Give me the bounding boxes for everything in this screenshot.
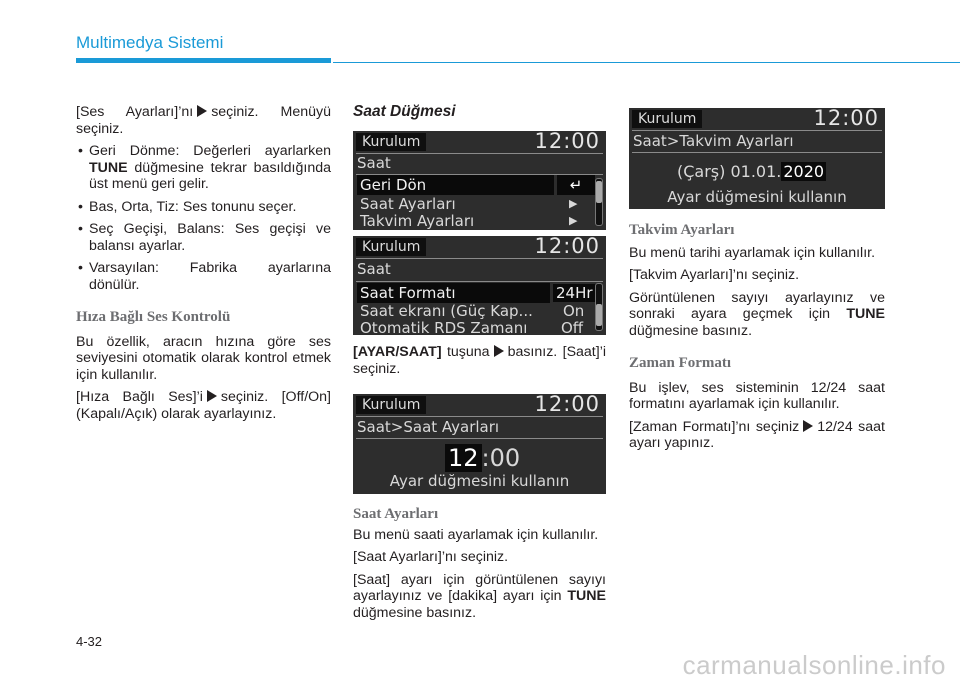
scrollbar[interactable] xyxy=(595,178,603,226)
screen-calendar-setting xyxy=(629,108,885,209)
chevron-right-icon: ▶ xyxy=(569,197,578,210)
time-editor[interactable] xyxy=(445,445,520,471)
paragraph: [Saat] ayarı için görüntülenen sayıyı ayarlayınız ve [dakika] ayarı için TUNE düğmesine basınız. xyxy=(353,571,606,621)
list-item: • Bas, Orta, Tiz: Ses tonunu seçer. xyxy=(76,199,331,216)
column-middle-text1 xyxy=(353,344,606,383)
screen-time: 12:00 xyxy=(534,131,600,153)
section-heading: Hıza Bağlı Ses Kontrolü xyxy=(76,309,231,325)
play-arrow-icon xyxy=(197,105,207,117)
menu-item-calendar-settings[interactable]: Takvim Ayarları xyxy=(360,212,475,230)
year-value[interactable]: 2020 xyxy=(783,162,825,181)
header-rule-thin xyxy=(333,62,960,63)
screen-title: Saat xyxy=(357,260,391,278)
play-arrow-icon xyxy=(494,345,504,357)
menu-item-clock-display[interactable]: Saat ekranı (Güç Kap... xyxy=(360,302,533,320)
screen-time: 12:00 xyxy=(813,108,879,130)
list-item: • Geri Dönme: Değerleri ayarlarken TUNE düğmesine tekrar basıldığında üst menü geri gelir. xyxy=(76,143,331,193)
screen-tab: Kurulum xyxy=(632,110,702,128)
menu-item-rds-time[interactable]: Otomatik RDS Zamanı xyxy=(360,319,528,335)
play-arrow-icon xyxy=(803,420,813,432)
screen-time: 12:00 xyxy=(534,236,600,258)
paragraph: [Zaman Formatı]’nı seçiniz 12/24 saat ayarı yapınız. xyxy=(629,418,885,451)
paragraph: [Hıza Bağlı Ses]’i seçiniz. [Off/On] (Kapalı/Açık) olarak ayarlayınız. xyxy=(76,389,332,422)
list-item: • Varsayılan: Fabrika ayarlarına dönülür. xyxy=(76,260,331,293)
menu-item-clock-format[interactable]: Saat Formatı xyxy=(357,283,550,303)
section-heading: Zaman Formatı xyxy=(629,355,732,371)
paragraph: [Saat Ayarları]’nı seçiniz. xyxy=(353,549,509,565)
section-heading: Saat Ayarları xyxy=(353,506,439,522)
screen-title: Saat>Takvim Ayarları xyxy=(633,132,794,150)
screen-title: Saat xyxy=(357,154,391,172)
play-arrow-icon xyxy=(207,390,217,402)
watermark: carmanualsonline.info xyxy=(682,650,946,680)
header-rule-thick xyxy=(76,58,331,63)
chevron-right-icon: ▶ xyxy=(569,214,578,227)
hint-text: Ayar düğmesini kullanın xyxy=(667,188,847,206)
paragraph: Bu özellik, aracın hızına göre ses seviyesini otomatik olarak kontrol etmek için kullanılır. xyxy=(76,333,331,383)
paragraph: Görüntülenen sayıyı ayarlayınız ve sonraki ayara geçmek için TUNE düğmesine basınız. xyxy=(629,289,885,339)
column-right xyxy=(629,222,885,458)
screen-tab: Kurulum xyxy=(356,396,426,414)
paragraph: Bu menü tarihi ayarlamak için kullanılır. xyxy=(629,244,876,261)
screen-tab: Kurulum xyxy=(356,238,426,256)
back-icon: ↵ xyxy=(557,175,595,195)
date-editor[interactable] xyxy=(677,162,826,182)
section-title: Multimedya Sistemi xyxy=(76,33,224,52)
screen-tab: Kurulum xyxy=(356,133,426,151)
bullet-list xyxy=(76,143,331,293)
screen-title: Saat>Saat Ayarları xyxy=(357,418,500,436)
section-heading: Saat Düğmesi xyxy=(353,103,456,120)
minute-value[interactable]: :00 xyxy=(481,444,521,472)
column-middle-text2 xyxy=(353,506,606,627)
screen-clock-menu xyxy=(353,131,606,230)
hour-value[interactable]: 12 xyxy=(445,444,482,472)
column-left xyxy=(76,104,331,428)
paragraph: Bu menü saati ayarlamak için kullanılır. xyxy=(353,526,599,543)
scrollbar[interactable] xyxy=(595,283,603,331)
menu-item-clock-settings[interactable]: Saat Ayarları xyxy=(360,195,456,213)
clock-display-value: On xyxy=(563,302,585,320)
screen-clock-format xyxy=(353,236,606,335)
screen-time-setting xyxy=(353,394,606,494)
page-number: 4-32 xyxy=(76,634,103,649)
section-heading: Takvim Ayarları xyxy=(629,222,735,238)
paragraph: [Takvim Ayarları]’nı seçiniz. xyxy=(629,267,800,283)
screen-time: 12:00 xyxy=(534,394,600,416)
hint-text: Ayar düğmesini kullanın xyxy=(389,472,570,490)
list-item: • Seç Geçişi, Balans: Ses geçişi ve balansı ayarlar. xyxy=(76,221,331,254)
column-middle xyxy=(353,104,606,133)
menu-item-back[interactable]: Geri Dön xyxy=(357,175,554,195)
paragraph: [AYAR/SAAT] tuşuna basınız. [Saat]’i seçiniz. xyxy=(353,344,606,377)
paragraph: Bu işlev, ses sisteminin 12/24 saat formatını ayarlamak için kullanılır. xyxy=(629,379,885,412)
date-value[interactable]: (Çarş) 01.01. xyxy=(677,162,782,181)
clock-format-value: 24Hr xyxy=(553,284,596,302)
rds-time-value: Off xyxy=(561,319,584,335)
paragraph: [Ses Ayarları]’nı seçiniz. Menüyü seçiniz. xyxy=(76,104,331,137)
